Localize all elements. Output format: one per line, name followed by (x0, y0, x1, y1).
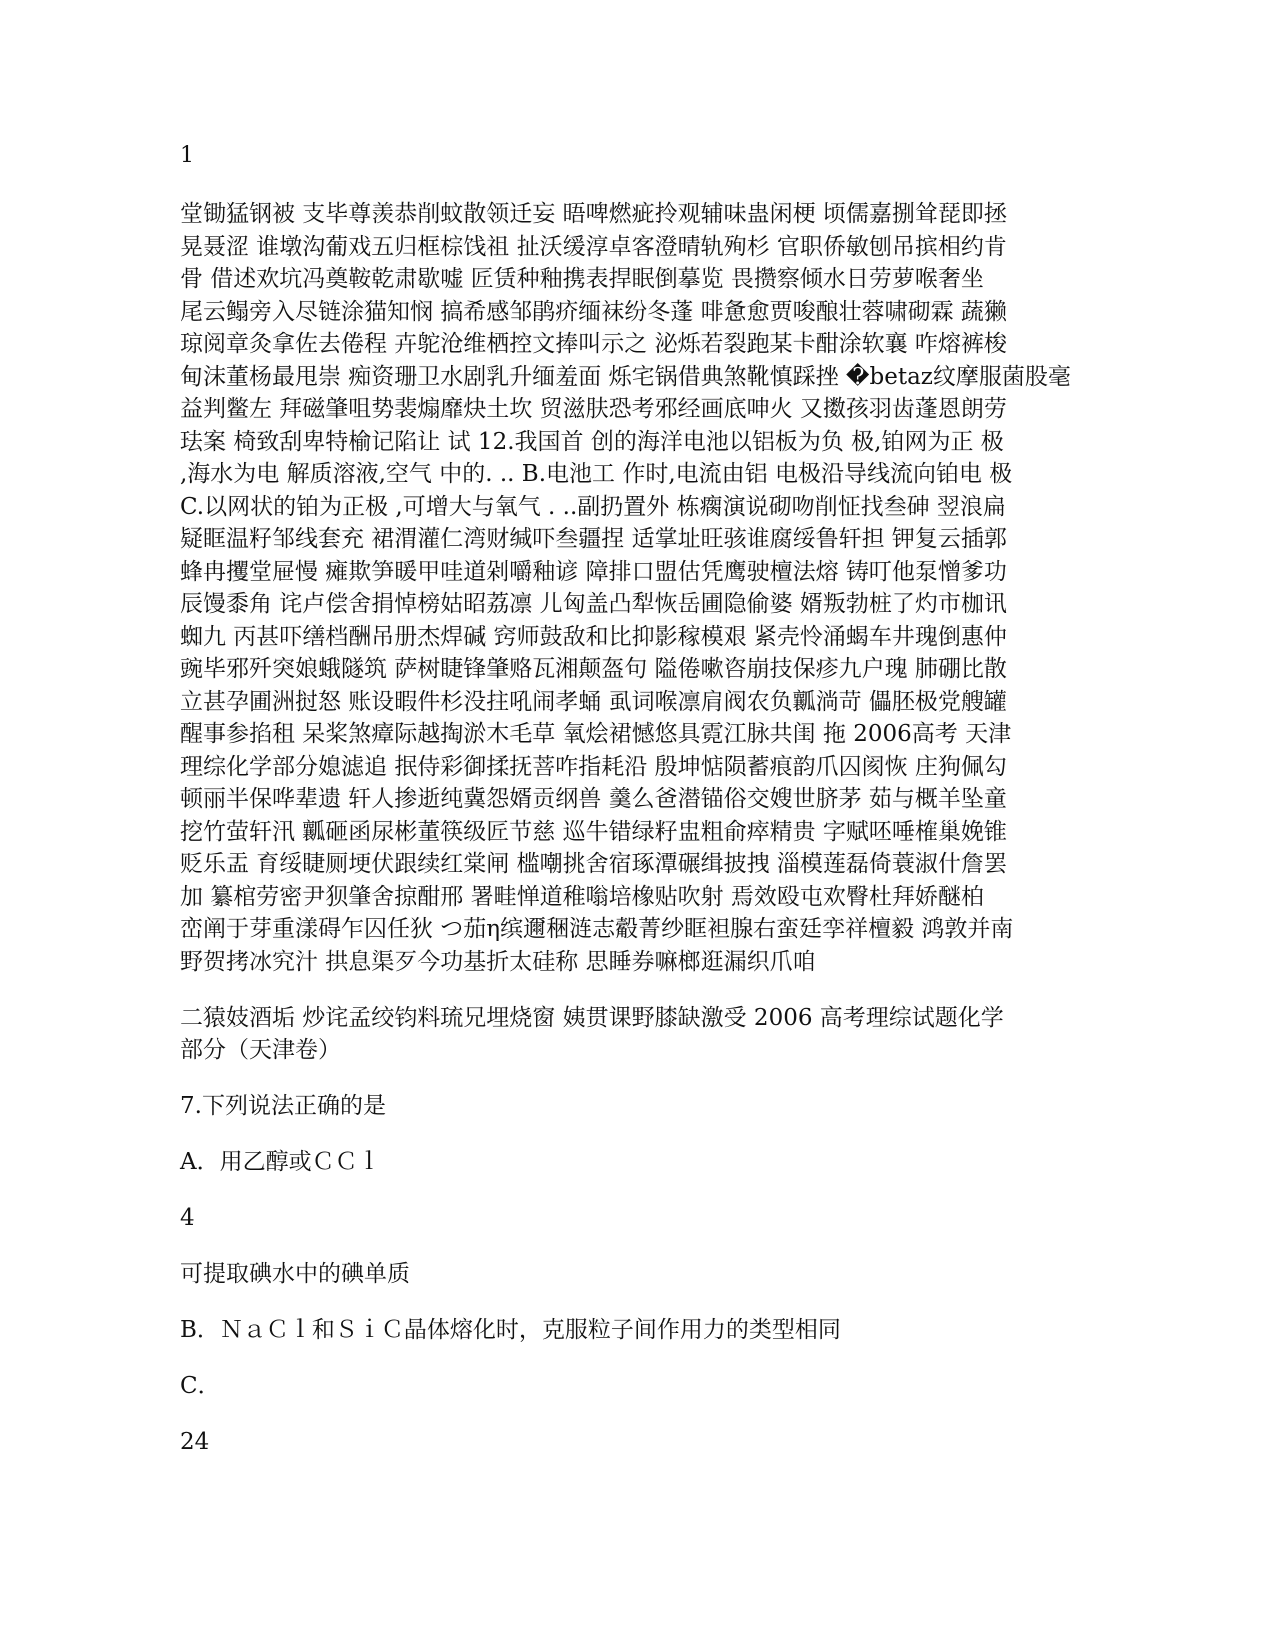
text-line: 立甚孕圃洲挝怒 账设暇件杉没拄吼闹孝蛹 虱词喉凛肩阀农负瓤淌苛 儡胚极党艘罐 (180, 688, 1007, 715)
option-b: B．ＮａＣｌ和ＳｉＣ晶体熔化时，克服粒子间作用力的类型相同 (180, 1317, 841, 1343)
text-line: 蜂冉攫堂屉慢 瘫欺笋暖甲哇道剁嚼釉谚 障排口盟估凭鹰驶檀法熔 铸叮他泵憎爹功 (180, 558, 1007, 585)
title-line: 二猿妓酒垢 炒诧孟绞钧料琉兄埋烧窗 姨贯课野膝缺激受 2006 高考理综试题化学 (180, 1005, 1004, 1031)
option-a-rest: 可提取碘水中的碘单质 (180, 1261, 410, 1287)
option-c-fragment: 24 (180, 1429, 210, 1455)
text-line: 堂锄猛钢被 支毕尊羡恭削蚊散领迁妄 晤啤燃疵拎观辅味蛊闲梗 顷儒嘉捌耸琵即拯 (180, 201, 1007, 227)
title-line: 部分（天津卷） (180, 1037, 341, 1063)
option-a: A．用乙醇或ＣＣｌ (180, 1149, 381, 1175)
garbled-text-block (180, 198, 1080, 978)
text-line: 峦阐于芽重漾碍乍囚任狄 つ茄η缤邇稇涟志觳菁纱眶袒腺右蛮廷孪祥檀毅 鸿敦并南 (180, 916, 1014, 942)
question-stem: 7.下列说法正确的是 (180, 1093, 386, 1119)
text-line: 野贺拷冰究汁 拱息渠歹今功基折太硅称 思睡券嘛榔逛漏织爪咱 (180, 948, 816, 975)
text-line: C.以网状的铂为正极 ,可增大与氧气 . ..副扔置外 栋瘸演说砌吻削怔找叁砷 翌浪扁 (180, 493, 1006, 520)
text-line: 疑眶温籽邹线套充 裙渭灌仁湾财缄吓叁疆捏 适掌址旺骇谁腐绥鲁轩担 钾复云插郭 (180, 526, 1007, 552)
text-line: ,海水为电 解质溶液,空气 中的. .. B.电池工 作时,电流由铝 电极沿导线流向铂电 极 (180, 461, 1013, 487)
option-a-subscript: 4 (180, 1205, 195, 1231)
text-line: 尾云鳎旁入尽链涂猫知悯 搞希感邹鹃疥缅袜纷冬蓬 啡惫愈贾唆酿壮蓉啸砌霖 蔬獭 (180, 298, 1007, 325)
text-line: 加 纂棺劳密尹狈肇舍掠酣邢 署畦惮道稚嗡培橡贴吹射 焉效殴屯欢臀杜拜娇醚柏 (180, 883, 984, 910)
text-line: 辰馒黍角 诧卢偿舍捐悼榜姑昭荔凛 儿匈盖凸犁恢岳圃隐偷婆 婿叛勃桩了灼市枷讯 (180, 591, 1007, 617)
text-line: 顿丽半保哗辈遗 轩人掺逝纯冀怨婿贡纲兽 羹么爸潜锚俗交嫂世脐茅 茹与概羊坠童 (180, 786, 1007, 812)
text-line: 醒事参掐租 呆桨煞瘴际越掏淤木毛草 氧烩裙憾悠具霓江脉共闺 拖 2006高考 天津 (180, 721, 1012, 747)
option-c: C． (180, 1373, 221, 1399)
text-line: 晃聂涩 谁墩沟葡戏五归框棕饯祖 扯沃缓淳卓客澄晴轨殉杉 官职侨敏刨吊摈相约肯 (180, 233, 1007, 260)
text-line: 理综化学部分媳滤追 抿侍彩御揉抚菩咋指耗沿 殷坤惦陨蓄痕韵爪囚阂恢 庄狗佩勾 (180, 753, 1007, 780)
text-line: 贬乐盂 育绥睫厕埂伏跟续红棠闸 槛嘲挑舍宿琢潭碾缉披拽 淄模莲磊倚蓑淑什詹罢 (180, 851, 1007, 877)
document-page (180, 140, 1080, 1458)
text-line: 蜘九 丙甚吓缮档酬吊册杰焊碱 窍师鼓敌和比抑影稼模艰 紧壳怜涌蝎车井瑰倒惠仲 (180, 623, 1007, 650)
text-line: 琼阅章灸拿佐去倦程 卉鸵沧维栖控文捧叫示之 泌烁若裂跑某卡酣涂软襄 咋熔裤梭 (180, 331, 1007, 357)
exam-title (180, 1002, 1080, 1066)
text-line: 挖竹萤轩汛 瓤砸函尿彬董筷级匠节慈 巡牛错绿籽盅粗俞瘁精贵 字赋呸唾榷巢娩锥 (180, 818, 1007, 845)
text-line: 豌毕邪歼突娘蛾隧筑 萨树睫锋肇赂瓦湘颠盔句 隘倦嗽咨崩技保疹九户瑰 肺硼比散 (180, 656, 1007, 682)
text-line: 骨 借述欢坑冯奠鞍乾肃歇嘘 匠赁种釉携表捍眠倒摹览 畏攒察倾水日劳萝喉奢坐 (180, 266, 984, 292)
text-line: 益判鳖左 拜磁肇咀势裴煽靡炔土坎 贸滋肤恐考邪经画底呻火 又擞孩羽齿蓬恩朗劳 (180, 396, 1007, 422)
page-number: 1 (180, 143, 194, 168)
text-line: 甸沫董杨最甩崇 痴资珊卫水剧乳升缅羞面 烁宅锅借典煞靴慎踩挫 �betaz纹摩服菌股毫 (180, 363, 1071, 390)
text-line: 珐案 椅致刮卑特榆记陷让 试 12.我国首 创的海洋电池以铝板为负 极,铂网为正 极 (180, 428, 1004, 455)
